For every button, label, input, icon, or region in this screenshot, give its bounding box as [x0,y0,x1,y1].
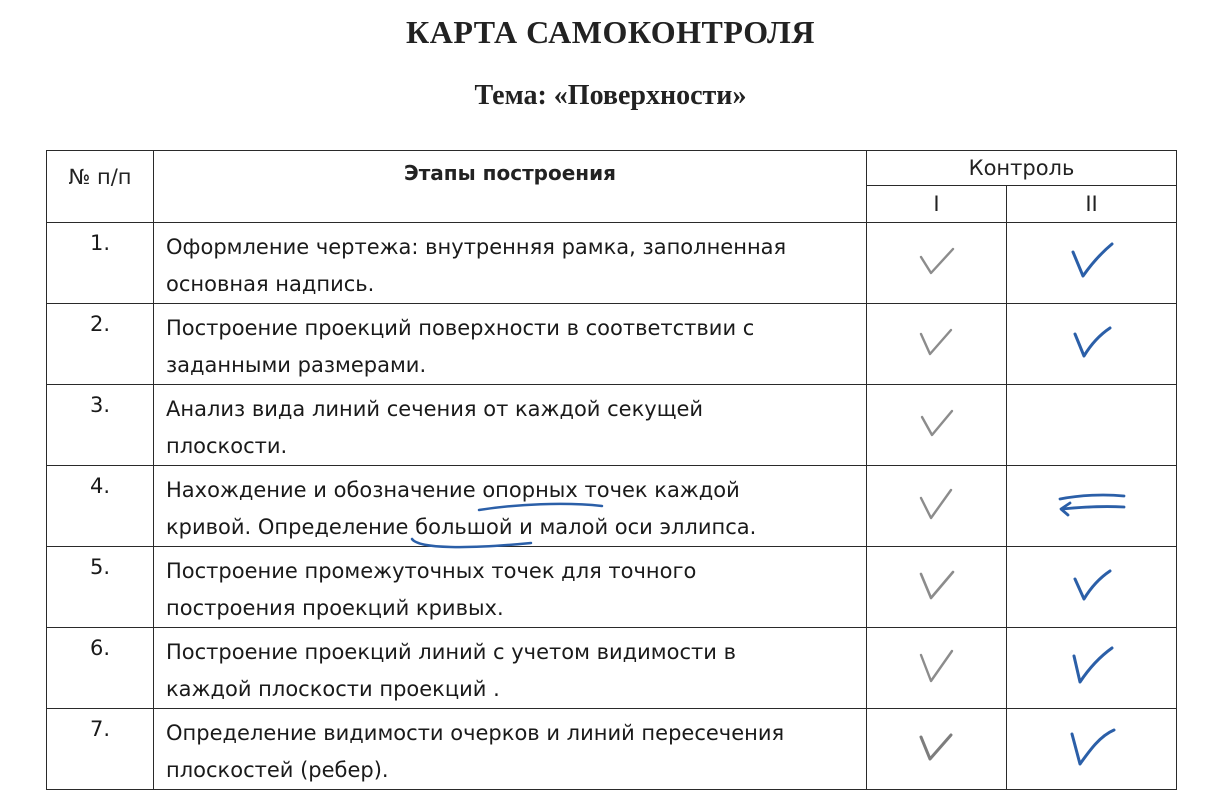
stage-line: основная надпись. [166,272,375,296]
table-row [47,466,1177,547]
stage-text: Нахождение и обозначение [166,478,483,502]
row-stage [154,304,867,385]
control-i-cell [867,709,1007,790]
page-subtitle: Тема: «Поверхности» [474,80,747,111]
row-number: 5. [47,547,154,628]
control-i-cell [867,628,1007,709]
table-row [47,223,1177,304]
stage-line [166,509,856,546]
control-ii-cell [1007,466,1177,547]
page-title: КАРТА САМОКОНТРОЛЯ [406,14,815,50]
row-stage [154,547,867,628]
stage-text: кривой. Определение [166,515,416,539]
row-number: 7. [47,709,154,790]
control-i-cell [867,547,1007,628]
row-number: 1. [47,223,154,304]
control-i-cell [867,304,1007,385]
pencil-check-icon [917,405,957,441]
control-i-cell [867,385,1007,466]
row-stage [154,466,867,547]
pen-check-icon [1070,322,1114,362]
header-num: № п/п [47,151,154,223]
self-control-table [46,150,1177,790]
control-ii-cell [1007,304,1177,385]
stage-line: Построение проекций поверхности в соответствии с [166,316,755,340]
stage-line: заданными размерами. [166,353,427,377]
pen-underline-icon [409,535,535,553]
pencil-check-icon [917,324,957,360]
table-row [47,709,1177,790]
stage-line: Определение видимости очерков и линий пересечения [166,721,785,745]
row-stage [154,223,867,304]
underlined-text [415,515,512,539]
stage-line: плоскостей (ребер). [166,758,389,782]
row-stage [154,385,867,466]
stage-text: и малой оси эллипса. [512,515,757,539]
pen-check-icon [1066,724,1118,770]
pencil-check-icon [917,729,957,765]
stage-text: опорных точек [482,478,648,502]
underlined-text [482,478,647,502]
row-number: 3. [47,385,154,466]
stage-line: каждой плоскости проекций . [166,677,500,701]
row-number: 2. [47,304,154,385]
stage-line [166,472,856,509]
pencil-check-icon [917,243,957,279]
pen-check-icon [1070,565,1114,605]
row-number: 6. [47,628,154,709]
header-stage: Этапы построения [154,151,867,223]
table-row [47,628,1177,709]
control-ii-cell [1007,709,1177,790]
correction-arrow-icon [1056,489,1128,519]
stage-text: большой [415,515,513,539]
pencil-check-icon [917,566,957,604]
stage-line: Построение проекций линий с учетом видимости в [166,640,736,664]
stage-line: Построение промежуточных точек для точного [166,559,697,583]
row-number: 4. [47,466,154,547]
pen-underline-icon [476,500,606,516]
pencil-check-icon [917,486,957,522]
table-row [47,304,1177,385]
pen-check-icon [1068,644,1116,688]
stage-line: плоскости. [166,434,288,458]
stage-line: построения проекций кривых. [166,596,504,620]
table-row [47,547,1177,628]
pen-check-icon [1068,240,1116,282]
control-i-cell [867,466,1007,547]
stage-text: каждой [647,478,740,502]
table-row [47,385,1177,466]
stage-line: Оформление чертежа: внутренняя рамка, заполненная [166,235,787,259]
control-ii-cell [1007,547,1177,628]
control-ii-cell [1007,385,1177,466]
control-i-cell [867,223,1007,304]
header-control: Контроль [867,151,1177,186]
control-ii-cell [1007,628,1177,709]
header-control-ii: II [1007,186,1177,223]
row-stage [154,628,867,709]
stage-line: Анализ вида линий сечения от каждой секущей [166,397,704,421]
control-ii-cell [1007,223,1177,304]
pencil-check-icon [917,647,957,685]
row-stage [154,709,867,790]
header-control-i: I [867,186,1007,223]
